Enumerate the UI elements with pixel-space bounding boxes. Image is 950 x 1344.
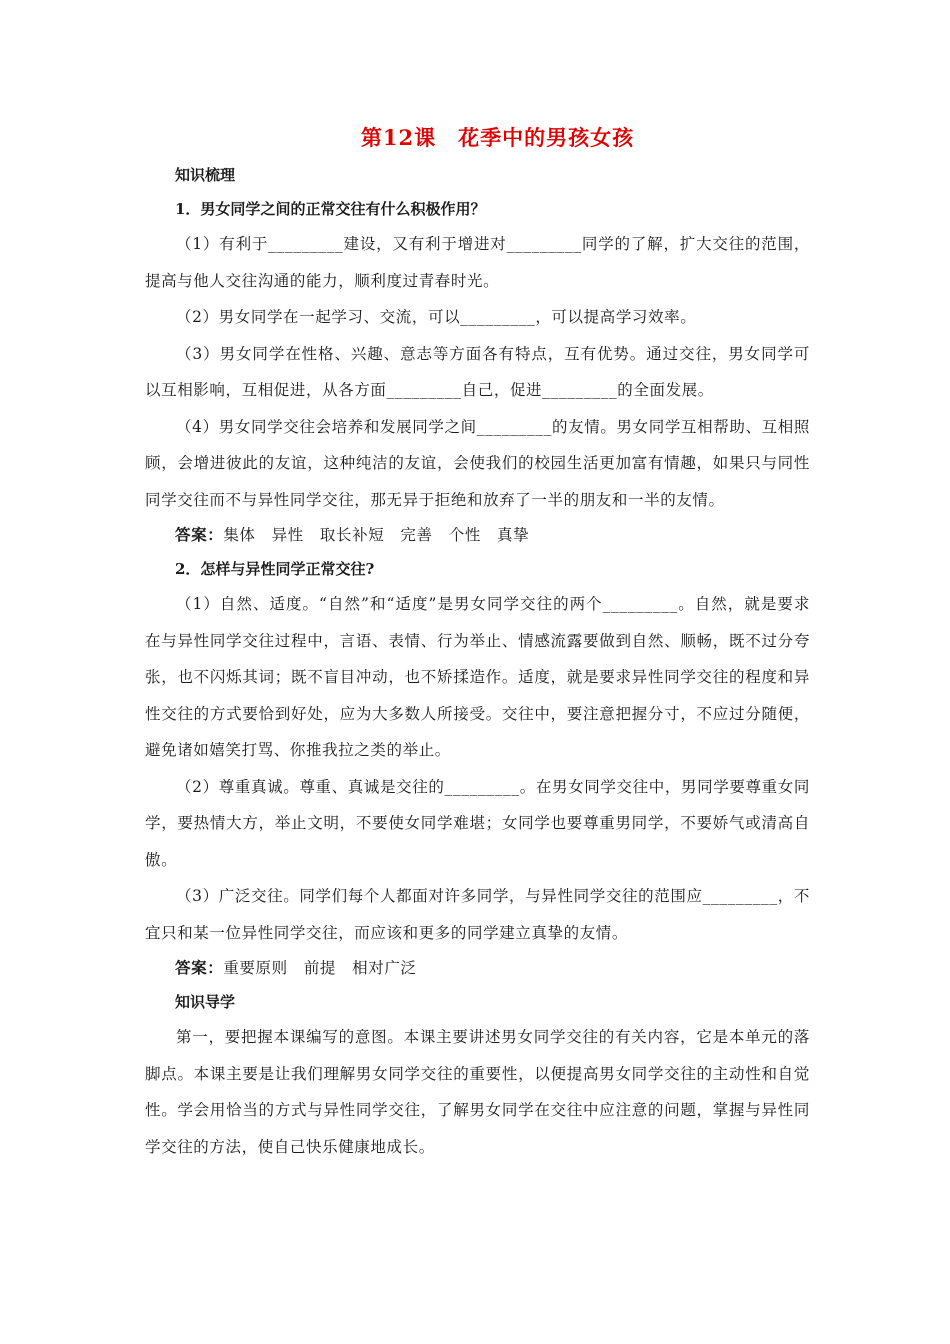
section-heading-knowledge-guide: 知识导学 (175, 993, 236, 1011)
document-page (145, 118, 810, 1165)
question-2-paragraph-2: （2）尊重真诚。尊重、真诚是交往的_________。在男女同学交往中，男同学要尊重女同学，要热情大方，举止文明，不要使女同学难堪；女同学也要尊重男同学，不要娇气或清高自傲。 (145, 777, 810, 869)
question-1-paragraph-2: （2）男女同学在一起学习、交流，可以_________，可以提高学习效率。 (176, 308, 697, 326)
question-1-paragraph-3: （3）男女同学在性格、兴趣、意志等方面各有特点，互有优势。通过交往，男女同学可以互相影响，互相促进，从各方面_________自己，促进_________的全面发展。 (145, 344, 810, 399)
answer-label: 答案： (175, 525, 224, 544)
answer-items: 集体 异性 取长补短 完善 个性 真挚 (223, 526, 530, 544)
answer-label: 答案： (175, 958, 224, 977)
question-2-heading: 2．怎样与异性同学正常交往? (175, 560, 375, 578)
question-2-paragraph-3: （3）广泛交往。同学们每个人都面对许多同学，与异性同学交往的范围应_________，不宜只和某一位异性同学交往，而应该和更多的同学建立真挚的友情。 (145, 887, 810, 942)
guide-paragraph-1: 第一，要把握本课编写的意图。本课主要讲述男女同学交往的有关内容，它是本单元的落脚点。本课主要是让我们理解男女同学交往的重要性，以便提高男女同学交往的主动性和自觉性。学会用恰当的方式与异性同学交往，了解男女同学在交往中应注意的问题，掌握与异性同学交往的方法，使自己快乐健康地成长。 (145, 1028, 810, 1156)
question-1-paragraph-1: （1）有利于_________建设，又有利于增进对_________同学的了解，扩大交往的范围，提高与他人交往沟通的能力，顺利度过青春时光。 (145, 235, 810, 290)
question-1-paragraph-4: （4）男女同学交往会培养和发展同学之间_________的友情。男女同学互相帮助、互相照顾，会增进彼此的友谊，这种纯洁的友谊，会使我们的校园生活更加富有情趣，如果只与同性同学交往而不与异性同学交往，那无异于拒绝和放弃了一半的朋友和一半的友情。 (145, 417, 810, 509)
question-1-heading: 1．男女同学之间的正常交往有什么积极作用？ (175, 200, 486, 218)
question-2-paragraph-1: （1）自然、适度。“自然”和“适度”是男女同学交往的两个_________。自然，就是要求在与异性同学交往过程中，言语、表情、行为举止、情感流露要做到自然、顺畅，既不过分夸张，也不闪烁其词；既不盲目冲动，也不矫揉造作。适度，就是要求异性同学交往的程度和异性交往的方式要恰到好处，应为大多数人所接受。交往中，要注意把握分寸，不应过分随便，避免诸如嬉笑打骂、你推我拉之类的举止。 (145, 595, 810, 759)
question-2-answer (145, 951, 810, 985)
question-1-answer (145, 518, 810, 552)
section-heading-knowledge-review: 知识梳理 (175, 166, 236, 184)
answer-items: 重要原则 前提 相对广泛 (223, 959, 417, 977)
lesson-title: 第12课 花季中的男孩女孩 (360, 125, 635, 150)
